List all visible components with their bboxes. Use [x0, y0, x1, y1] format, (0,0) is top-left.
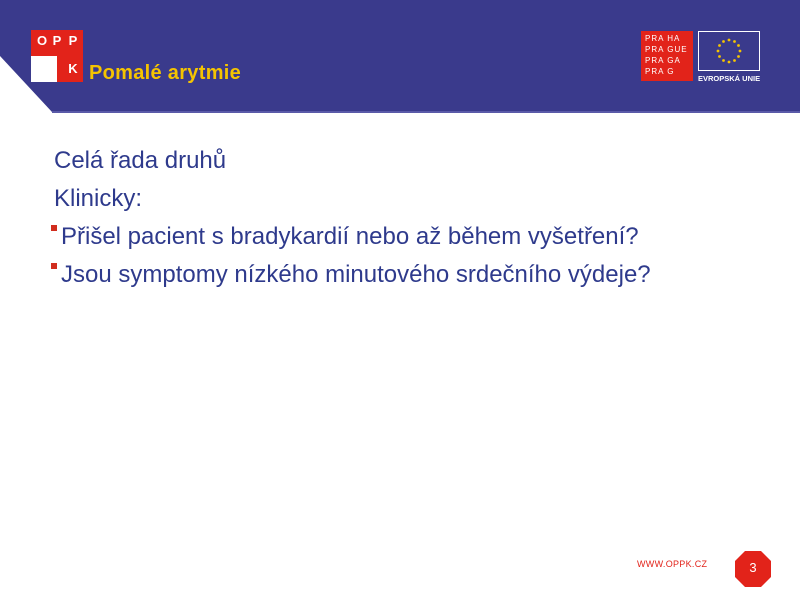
bullet-square-icon [51, 263, 57, 269]
oppk-letter: P [68, 33, 78, 48]
praha-logo-line: PRA HA [645, 34, 681, 43]
bullet-item [51, 256, 774, 294]
page-number: 3 [749, 560, 757, 575]
content-line-text: Celá řada druhů [54, 147, 227, 174]
page-number-badge [733, 549, 773, 589]
content-line-text: Klinicky: [54, 185, 143, 212]
slide-content [54, 142, 774, 294]
eu-flag-icon [698, 31, 760, 71]
oppk-logo [31, 30, 83, 82]
content-line [54, 180, 774, 218]
slide-header [0, 0, 800, 114]
eu-logo [698, 31, 762, 83]
footer-url: WWW.OPPK.CZ [637, 559, 708, 569]
oppk-letter: K [68, 61, 78, 76]
oppk-letter: P [52, 33, 62, 48]
praha-logo-line: PRA GA [645, 56, 681, 65]
bullet-square-icon [51, 225, 57, 231]
praha-logo-line: PRA GUE [645, 45, 688, 54]
praha-logo-line: PRA G [645, 67, 675, 76]
oppk-letter: O [36, 33, 48, 48]
bullet-item-text: Přišel pacient s bradykardií nebo až během vyšetření? [61, 223, 639, 250]
slide-title: Pomalé arytmie [89, 62, 242, 84]
praha-logo [641, 31, 693, 81]
content-line [54, 142, 774, 180]
eu-logo-label: EVROPSKÁ UNIE [698, 74, 761, 83]
bullet-item [51, 218, 774, 256]
bullet-item-text: Jsou symptomy nízkého minutového srdečního výdeje? [61, 261, 651, 288]
